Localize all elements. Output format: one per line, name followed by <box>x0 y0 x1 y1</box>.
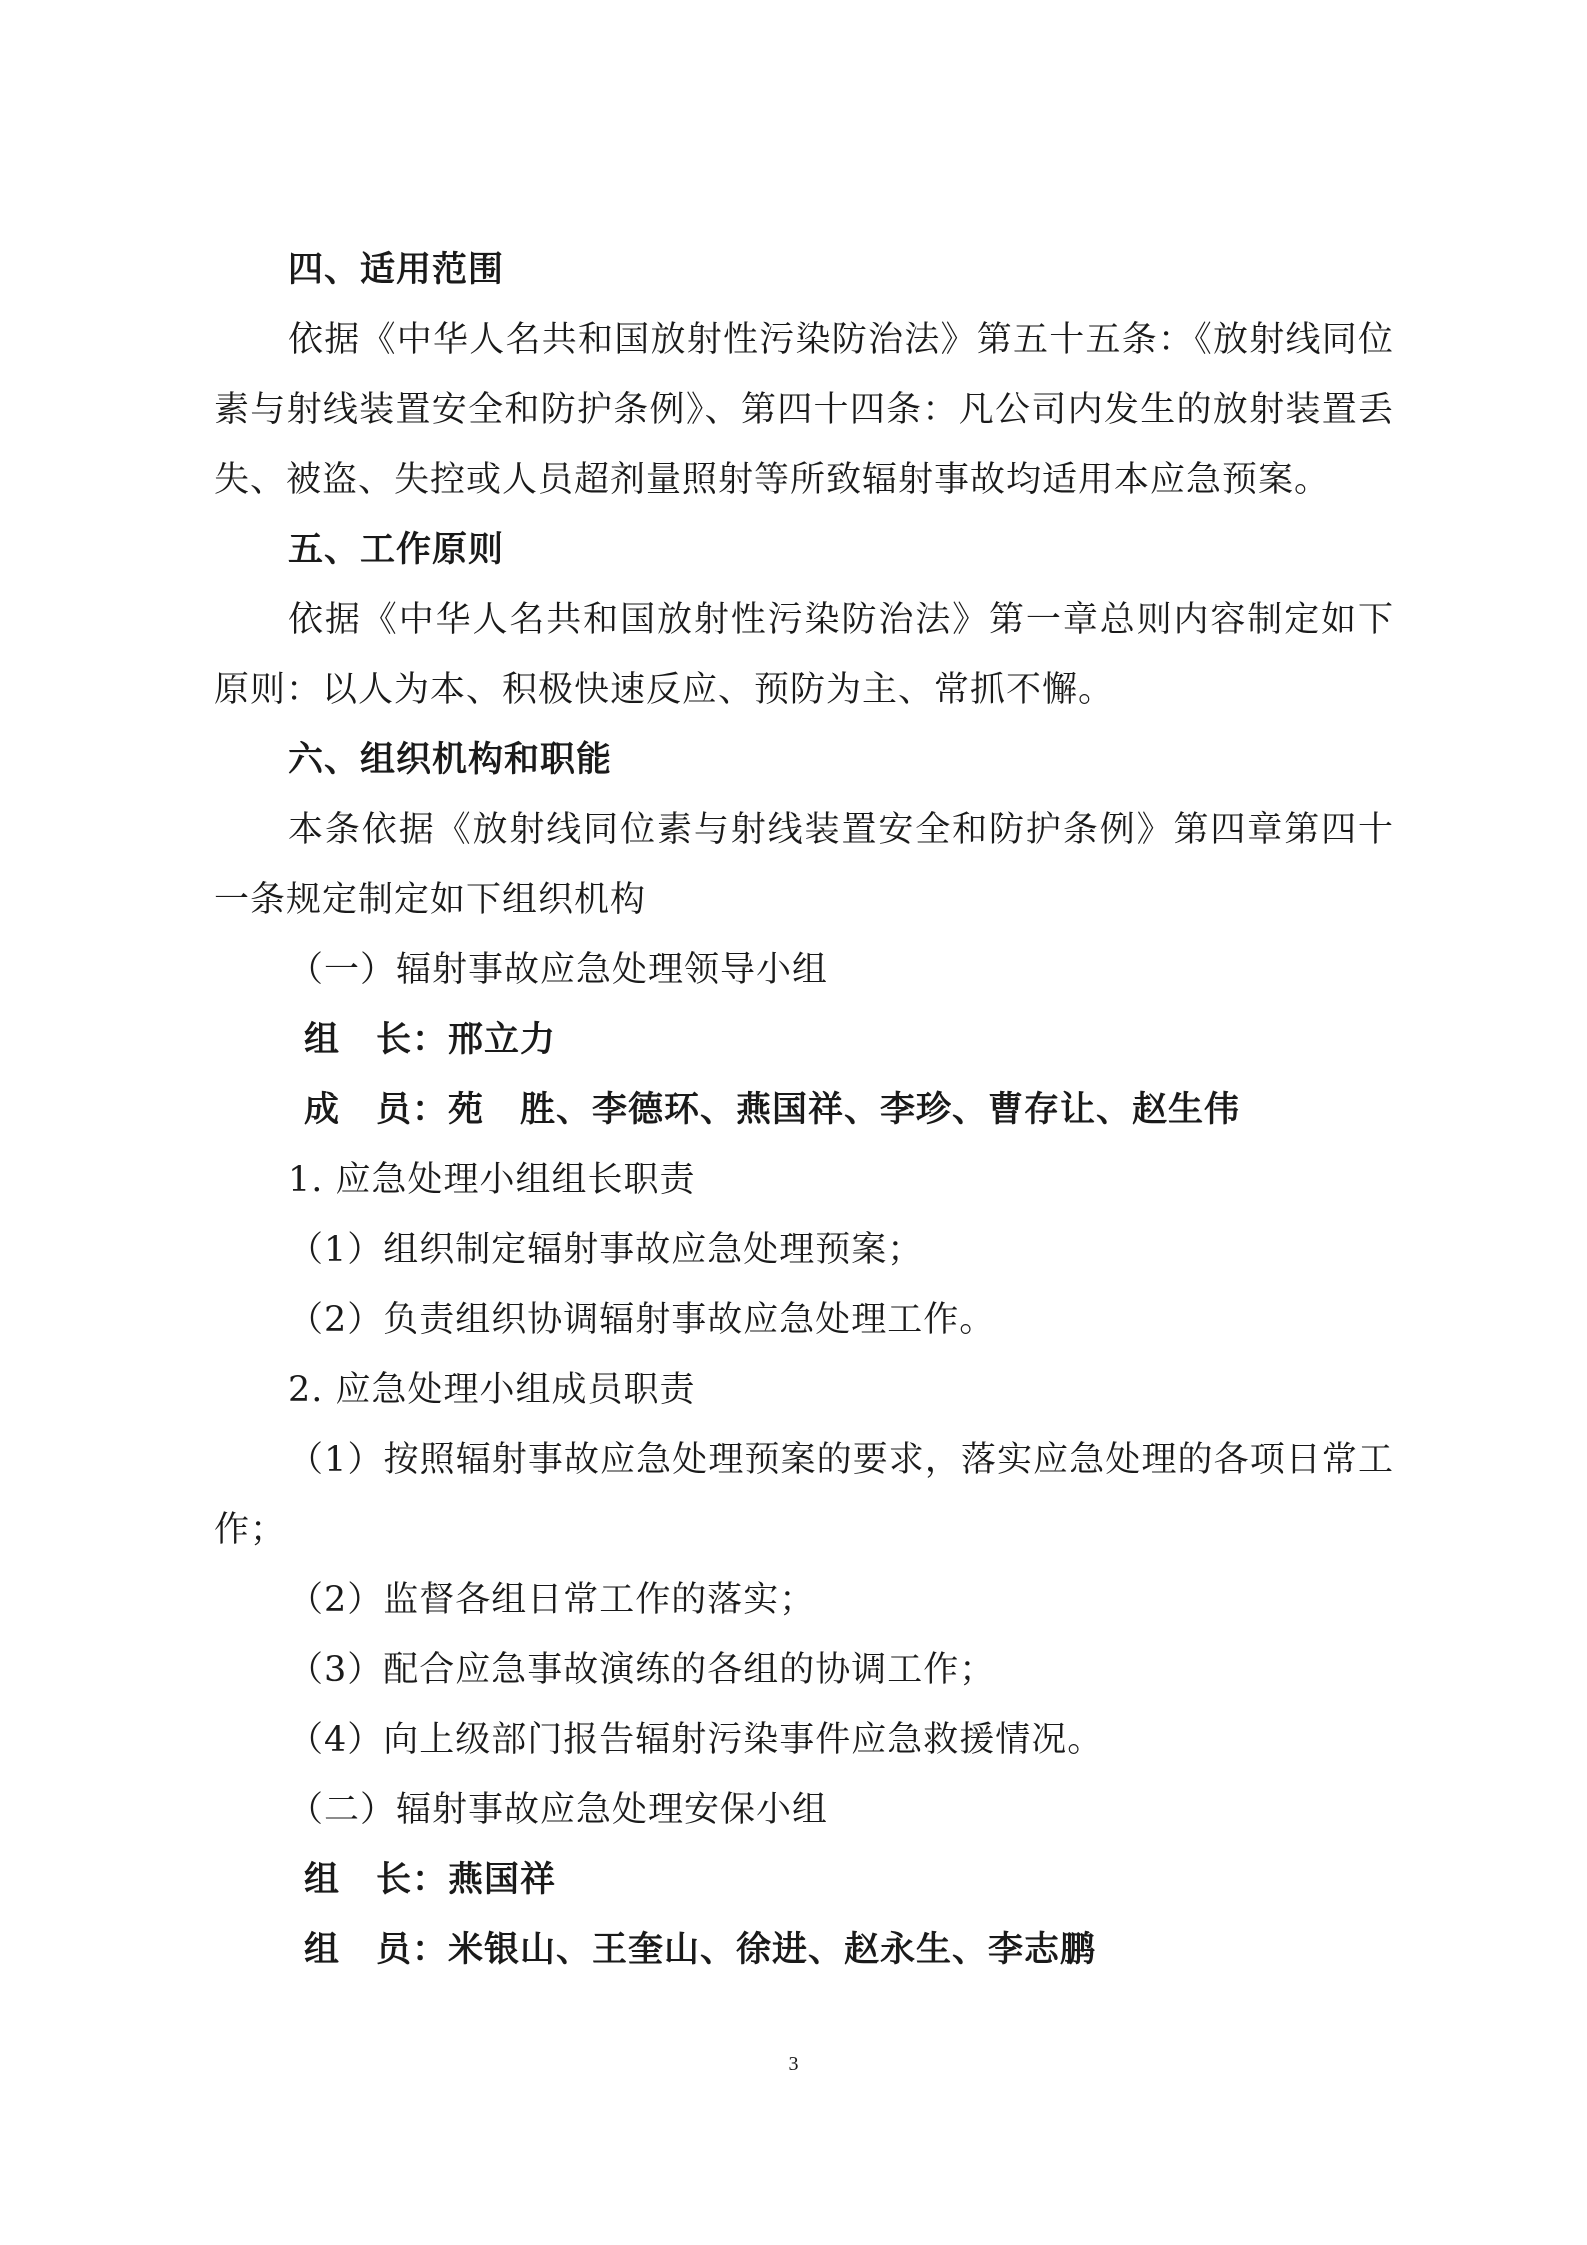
list-item: （2）监督各组日常工作的落实； <box>288 1580 816 1620</box>
group-leader-line: 组 长：燕国祥 <box>304 1859 557 1900</box>
subsection-heading-security-group: （二）辐射事故应急处理安保小组 <box>288 1790 829 1830</box>
paragraph-line: 依据《中华人名共和国放射性污染防治法》第五十五条：《放射线同位 <box>288 320 1394 360</box>
list-heading: 2. 应急处理小组成员职责 <box>288 1370 696 1410</box>
paragraph-line: 原则：以人为本、积极快速反应、预防为主、常抓不懈。 <box>214 670 1115 710</box>
paragraph-line: 依据《中华人名共和国放射性污染防治法》第一章总则内容制定如下 <box>288 600 1394 640</box>
list-item: （2）负责组织协调辐射事故应急处理工作。 <box>288 1300 996 1340</box>
list-item: （4）向上级部门报告辐射污染事件应急救援情况。 <box>288 1720 1104 1760</box>
paragraph-line: 失、被盗、失控或人员超剂量照射等所致辐射事故均适用本应急预案。 <box>214 460 1331 500</box>
list-item-continuation: 作； <box>214 1510 287 1550</box>
section-heading-scope: 四、适用范围 <box>288 249 505 290</box>
group-members-line: 组 员：米银山、王奎山、徐进、赵永生、李志鹏 <box>304 1929 1097 1970</box>
paragraph-line: 一条规定制定如下组织机构 <box>214 880 647 920</box>
list-item: （3）配合应急事故演练的各组的协调工作； <box>288 1650 996 1690</box>
paragraph-line: 素与射线装置安全和防护条例》、第四十四条：凡公司内发生的放射装置丢 <box>214 390 1394 430</box>
page-number: 3 <box>788 2053 799 2075</box>
list-item: （1）按照辐射事故应急处理预案的要求，落实应急处理的各项日常工 <box>288 1440 1394 1480</box>
list-item: （1）组织制定辐射事故应急处理预案； <box>288 1230 924 1270</box>
group-leader-line: 组 长：邢立力 <box>304 1019 557 1060</box>
group-members-line: 成 员：苑 胜、李德环、燕国祥、李珍、曹存让、赵生伟 <box>304 1089 1241 1130</box>
section-heading-organization: 六、组织机构和职能 <box>288 739 613 780</box>
paragraph-line: 本条依据《放射线同位素与射线装置安全和防护条例》第四章第四十 <box>288 810 1394 850</box>
section-heading-principles: 五、工作原则 <box>288 529 505 570</box>
list-heading: 1. 应急处理小组组长职责 <box>288 1160 696 1200</box>
subsection-heading-leadership-group: （一）辐射事故应急处理领导小组 <box>288 950 829 990</box>
